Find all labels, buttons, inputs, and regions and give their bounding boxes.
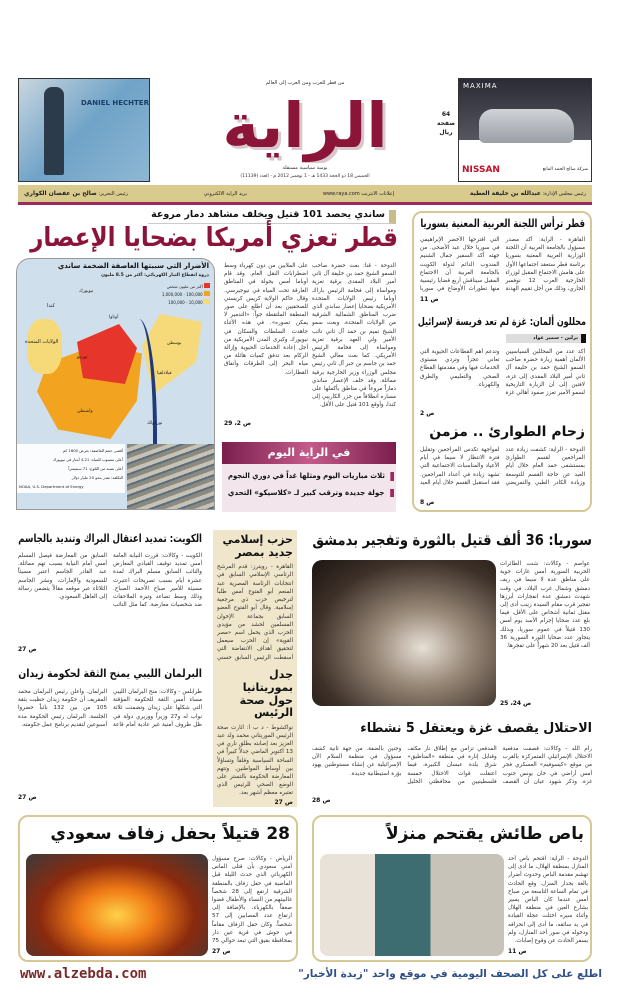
page-ref: ص 27 bbox=[212, 948, 231, 955]
map-label: تورنتو bbox=[77, 355, 88, 360]
article-mauritania: نواكشوط - د ب أ: أثارت صحة الرئيس الموريتاني محمد ولد عبد العزيز بعد إصابته بطلق ناري في 13 أكتوبر الماضي جدلاً كبيراً في الساحة السياسية وقلقاً وتساؤلاً بين أوساط المواطنين. وتتهم المعارضة الحكومة بالتستر على الوضع الصحي للرئيس الذي تعتبره معظم أشهر بعد. bbox=[217, 724, 293, 797]
today-title: في الراية اليوم bbox=[222, 442, 396, 464]
headline-saudi[interactable]: 28 قتيلاً بحفل زفاف سعودي bbox=[50, 824, 290, 844]
page-ref: ص 28 bbox=[312, 797, 331, 804]
page-ref: ص 2 bbox=[420, 410, 435, 417]
ad-model-figure bbox=[44, 87, 64, 175]
main-headline[interactable]: قطر تعزي أمريكا بضحايا الإعصار bbox=[30, 223, 398, 253]
map-label: كندا bbox=[47, 303, 55, 309]
pages-label: صفحة bbox=[436, 120, 456, 127]
ad-daniel-hechter[interactable] bbox=[18, 78, 150, 182]
editor: رئيس التحرير: صالح بن عفصان الكواري bbox=[24, 190, 128, 197]
today-item[interactable]: ثلاث مباريات اليوم ومثلها غداً في دوري النجوم bbox=[232, 472, 394, 481]
headline-libya[interactable]: البرلمان الليبي يمنح الثقة لحكومة زيدان bbox=[18, 667, 202, 680]
page-ref: ص 27 bbox=[274, 798, 293, 806]
ad-car-shape bbox=[479, 109, 574, 143]
map-fact: أعلى منسوب للمياه: 4.21 أمتار في نيويورك bbox=[52, 457, 123, 462]
ads-info: إعلانات الانترنت www.raya.com bbox=[322, 190, 395, 197]
headline-qatar-syria[interactable]: قطر ترأس اللجنة العربية المعنية بسوريا bbox=[420, 217, 585, 230]
masthead-bar bbox=[18, 185, 592, 205]
chairman: رئيس مجلس الإدارة: عبدالله بن خليفة العطية bbox=[469, 190, 586, 197]
watermark-site[interactable]: www.alzebda.com bbox=[20, 966, 147, 982]
map-fact: أقصى حجم للعاصفة: يعرض 1600 كم bbox=[62, 448, 123, 453]
article-bus: الدوحة - الراية: اقتحم باص أحد المنازل بمنطقة الهلال، ما أدى إلى تهشم مقدمة الباص وحدوث أضرار بالغة بجدار المنزل. وقع الحادث في تمام الساعة التاسعة من صباح أمس عندما كان الباص يسير بشارع العين في منطقة الهلال وأثناء سيره اختلت عجلة القيادة في يد سائقه، ما أدى إلى انحرافه ودخوله في سور أحد المنازل، ولم يسفر الحادث عن وقوع إصابات. bbox=[508, 856, 588, 945]
web-info: بريد الراية الالكتروني bbox=[203, 190, 248, 197]
ad-brand: NISSAN bbox=[462, 165, 500, 175]
headline-mauritania[interactable]: جدل بموريتانيا حول صحة الرئيس bbox=[239, 668, 293, 720]
bus-crash-photo bbox=[320, 854, 504, 956]
article-qatar-syria: القاهرة - الراية: أكد مصدر مسؤول بالجامعة العربية أن اللجنة الوزارية العربية المعنية بسوريا برئاسة قطر ستعقد اجتماعها الأول على هامش الاجتماع المقبل لوزراء الخارجية العرب 12 نوفمبر الجاري، وذلك من أجل تقييم الهدنة التي اقترحها الأخضر الإبراهيمي في سوريا خلال عيد الأضحى. من جهته أكد السفير جمال الشنيم المندوب الدائم لدولة الكويت بالجامعة العربية أن الاجتماع المقبل سيناقش أربع قضايا رئيسية منها تطورات الأوضاع في سوريا bbox=[420, 237, 585, 293]
headline-emergency[interactable]: زحام الطوارئ .. مزمن bbox=[429, 424, 585, 440]
legend-item: 100,000 - 1,000,000 bbox=[162, 291, 210, 299]
map-city-photo bbox=[127, 444, 215, 510]
sandy-map-infographic bbox=[16, 258, 215, 510]
subtitle: يومية سياسية مستقلة bbox=[282, 165, 328, 171]
slogan: من قطر للعرب ومن العرب إلى العالم bbox=[265, 80, 345, 86]
headline-german-analysts[interactable]: محللون ألمان: غزة لم تعد فريسة لإسرائيل bbox=[417, 316, 586, 328]
ad-model: MAXIMA bbox=[463, 82, 498, 90]
headline-bus[interactable]: باص طائش يقتحم منزلاً bbox=[385, 824, 584, 844]
map-legend bbox=[162, 283, 210, 307]
article-german-analysts: أكد عدد من المحللين السياسيين الألمان أهمية زيارة حضرة صاحب السمو الشيخ حمد بن خليفة آل ثاني أمير البلاد المفدى إلى غزة، لافتين إلى أن الزيارة التاريخية لسمو الأمير تعزز صمود أهالي غزة وتدعم أهم القطاعات الحيوية التي تعاني عجزاً وتردي مستوى الخدمات فيها وفي مقدمتها القطاع الصحي والتعليمي والطرق والكهرباء. bbox=[420, 349, 585, 397]
syria-funeral-photo bbox=[312, 560, 496, 706]
page-ref: ص 8 bbox=[420, 499, 435, 506]
price: ريال bbox=[439, 129, 453, 136]
ad-dealer: شركة صالح الحمد المانع bbox=[542, 167, 588, 172]
map-label: واشنطن bbox=[77, 409, 93, 414]
wedding-fire-photo bbox=[26, 854, 208, 956]
price-box bbox=[434, 110, 458, 137]
headline-egypt-party[interactable]: حزب إسلامي جديد بمصر bbox=[222, 533, 293, 559]
map-source: NOAA, U.S. Department of Energy bbox=[19, 484, 84, 489]
map-subtitle: ذروة انقطاع التيار الكهربائي: أكثر من 8.5 مليون bbox=[101, 273, 209, 278]
map-fact: أعلى نسبة من الثلوج: 71 سنتيمتراً bbox=[68, 466, 123, 471]
kicker-sandy[interactable]: ساندي يحصد 101 قتيل ويخلف مشاهد دمار مروعة bbox=[148, 210, 396, 224]
page-count: 64 bbox=[441, 111, 451, 118]
article-saudi: الرياض - وكالات: صرح مسؤول أمني سعودي بأن قتلى الماس الكهربائي الذي حدث الليلة قبل الماضية في حفل زفاف بالمنطقة الشرقية ارتفع إلى 28 شخصاً غالبيتهم من النساء والأطفال قضوا صعقاً بالكهرباء، بالإضافة إلى ارتفاع عدد المصابين إلى 57 شخصاً. وكان حفل الزفاف مقاماً في حوش في قرية عين دار بمحافظة بقيق التي تبعد حوالي 75 bbox=[212, 856, 292, 945]
byline: برلين - سمير عواد bbox=[506, 334, 586, 343]
map-label: الولايات المتحدة bbox=[25, 339, 59, 345]
article-syria: عواصم - وكالات: شنت الطائرات الحربية السورية أمس غارات جوية على مناطق عدة لا سيما في ريف دمشق وشمال غرب البلاد، في وقت شهدت دمشق عدة انفجارات أبرزها تفجير قرب مقام السيدة زينب أدى إلى مقتل ثمانية أشخاص على الأقل، فيما بلغ عدد ضحايا إجرام الأسد يوم أمس 130 قتيلاً في عموم سوريا، وبذلك يتجاوز عدد ضحايا الثورة السورية 36 ألف قتيل بعد 20 شهراً على تفجرها. bbox=[500, 561, 590, 650]
map-label: نورفولك bbox=[147, 421, 163, 426]
map-facts bbox=[17, 444, 125, 493]
map-label: فيلادلفيا bbox=[157, 371, 172, 376]
map-label: بوسطن bbox=[167, 341, 182, 346]
article-emergency: الدوحة - الراية: كشفت زيادة عدد المراجعين لقسم الطوارئ بمستشفى حمد العام خلال أيام العيد عن حاجة القسم للتوسعة وزيادة الكادر الطبي والتمريضي لمواجهة تكدس المراجعين وتقليل فترة الانتظار لا سيما في أيام الأعياد والمناسبات الاجتماعية التي تشهد زيادة في أعداد المراجعين. فقد استقبل القسم خلال أيام العيد bbox=[420, 447, 585, 486]
watermark-text: اطلع على كل الصحف اليومية في موقع واحد "زبدة الأخبار" bbox=[298, 968, 602, 980]
masthead-logo bbox=[180, 80, 430, 182]
lead-article-col1: الدوحة - قنا: بعث حضرة صاحب السمو الشيخ حمد بن خليفة آل ثاني أمير البلاد المفدى برقية تعزية ومواساة إلى فخامة الرئيس باراك أوباما رئيس الولايات المتحدة الأمريكية بضحايا إعصار ساندي الذي ضرب المناطق الشمالية الشرقية من الولايات المتحدة. وبعث سمو الشيخ تميم بن حمد آل ثاني نائب الأمير ولي العهد برقية تعزية ومواساة إلى فخامة الرئيس الأمريكي. كما بعث معالي الشيخ حمد بن جاسم بن جبر آل ثاني رئيس مجلس الوزراء وزير الخارجية برقية مماثلة. وقد خلف الإعصار ساندي دماراً مروعاً في مناطق بأكملها على مساره انطلاقاً من جزر الكاريبي إلى كندا، وأوقع 101 قتيل على الأقل. bbox=[312, 263, 396, 409]
map-region-yellow bbox=[27, 319, 62, 374]
map-label: نيويورك bbox=[79, 289, 94, 294]
logo-text: الراية bbox=[222, 89, 388, 162]
today-box bbox=[222, 442, 396, 512]
page-ref: ص 24، 25 bbox=[500, 700, 532, 707]
headline-gaza[interactable]: الاحتلال يقصف غزة ويعتقل 5 نشطاء bbox=[360, 721, 592, 736]
map-fact: التكلفة: تقدر بنحو 20 مليار دولار bbox=[71, 475, 123, 480]
page-ref: ص 2، 29 bbox=[224, 420, 252, 427]
date-line: الخميس 18 ذو الحجة 1433 هـ - 1 نوفمبر 2012 م - العدد (11139) bbox=[240, 174, 370, 179]
today-item[interactable]: جولة جديدة وترقب كبير لـ «كلاسيكو» التحدي bbox=[232, 489, 394, 498]
page-ref: ص 27 bbox=[18, 794, 37, 801]
ad-nissan-maxima[interactable] bbox=[458, 78, 592, 182]
headline-kuwait[interactable]: الكويت: تمديد اعتقال البراك وتنديد بالجاسم bbox=[18, 532, 203, 545]
page-ref: ص 11 bbox=[508, 948, 527, 955]
legend-item: أكثر من مليون شخص bbox=[162, 283, 210, 291]
article-kuwait: الكويت - وكالات: قررت النيابة العامة أمس تمديد توقيف القيادي المعارض والنائب السابق مسلم البراك لمدة عشرة أيام بسبب تصريحات اعتبرت مسيئة للأمير صباح الأحمد الصباح. وذلك وسط تصاعد وتيرة الملاحقات ضد شخصيات معارضة. كما مثل النائب السابق من المعارضة فيصل المسلم أمس أمام النيابة بسبب تهم مماثلة. عبد القادر الجاسم اعتبر مسيئاً للسعودية والإمارات، ونشر الجاسم الثلاثاء عبر موقعه مقالاً يتضمن رسالة إلى العاهل السعودي. bbox=[18, 553, 202, 609]
map-title: الأضرار التي سببتها العاصفة الضخمة ساندي bbox=[57, 262, 209, 270]
headline-syria[interactable]: سوريا: 36 ألف قتيل بالثورة وتفجير بدمشق bbox=[312, 531, 592, 549]
lead-article-col2: على الملايين من دون كهرباء وسط اضطرابات النقل العام. وقد قام أوباما أمس بجولة في المناطق الغارقة تحت المياه في نيوجيرسي. وقال حاكم الولاية كريس كريستي للصحفيين بعد أن اطلع على صور المنطقة الملتقطة جواً: «التدمير لا يمكن تصوره». في هذه الأثناء جاهدت السلطات والسكان في نيويورك وكبرى المدن الأمريكية من أجل إعادة الخدمات الحيوية وإزالة الركام بعد تدفق كميات هائلة من مياه البحر إلى الطرقات وأنفاق القطارات. bbox=[224, 263, 308, 376]
article-libya: طرابلس - وكالات: منح البرلمان الليبي مساء أمس الثقة للحكومة المؤقتة التي شكلها علي زيدان وتضمنت ثلاثة نواب له و27 وزيراً ووزيري دولة في ظل ظروف أمنية غير عادية أمام قاعة البرلمان. وأعلن رئيس البرلمان محمد المقريف أن حكومة زيدان حظيت بثقة 105 من بين 132 نائباً حضروا الجلسة. البرلمان رئيس الحكومة مدة أسبوعين لتقديم برنامج عمل حكومته. bbox=[18, 689, 202, 728]
ad-brand: DANIEL HECHTER bbox=[81, 99, 149, 107]
article-egypt-party: القاهرة - رويترز: قدم المرشح الرئاسي الإسلامي السابق في انتخابات الرئاسة المصرية عبد المنعم أبو الفتوح أمس طلباً لترخيص حزب ذي مرجعية إسلامية. وقال أبو الفتوح العضو السابق بجماعة الإخوان المسلمين لحشد من مؤيدي الحزب الذي يحمل اسم «مصر القوية» إن الحزب سيعمل لتحقيق أهداف الانتفاضة التي أسقطت الرئيس السابق حسني bbox=[217, 564, 293, 661]
middle-column bbox=[213, 530, 297, 807]
page-ref: ص 27 bbox=[18, 646, 37, 653]
map-label: أوتاوا bbox=[109, 315, 119, 320]
legend-item: 10,000 - 100,000 bbox=[162, 299, 210, 307]
article-gaza: رام الله - وكالات: قصفت مدفعية الاحتلال الإسرائيلي المتمركزة بالقرب من موقع «كيسوفيم» العسكري فجر أمس أراضي في خان يونس جنوب غزة. وذكر شهود عيان أن القصف المدفعي تزامن مع إطلاق نار مكثف وقنابل إنارة في منطقة «المناطيق» شرق بلدة عبسان الكبيرة، فيما اعتقلت قوات الاحتلال خمسة فلسطينيين من محافظتي الخليل وجنين بالضفة. من جهة ثانية كشف مسؤول في منظمة السلام الآن الإسرائيلية عن إنشاء مستوطنين يهود بؤرة استيطانية جديدة. bbox=[312, 746, 592, 785]
page-ref: ص 11 bbox=[420, 296, 439, 303]
